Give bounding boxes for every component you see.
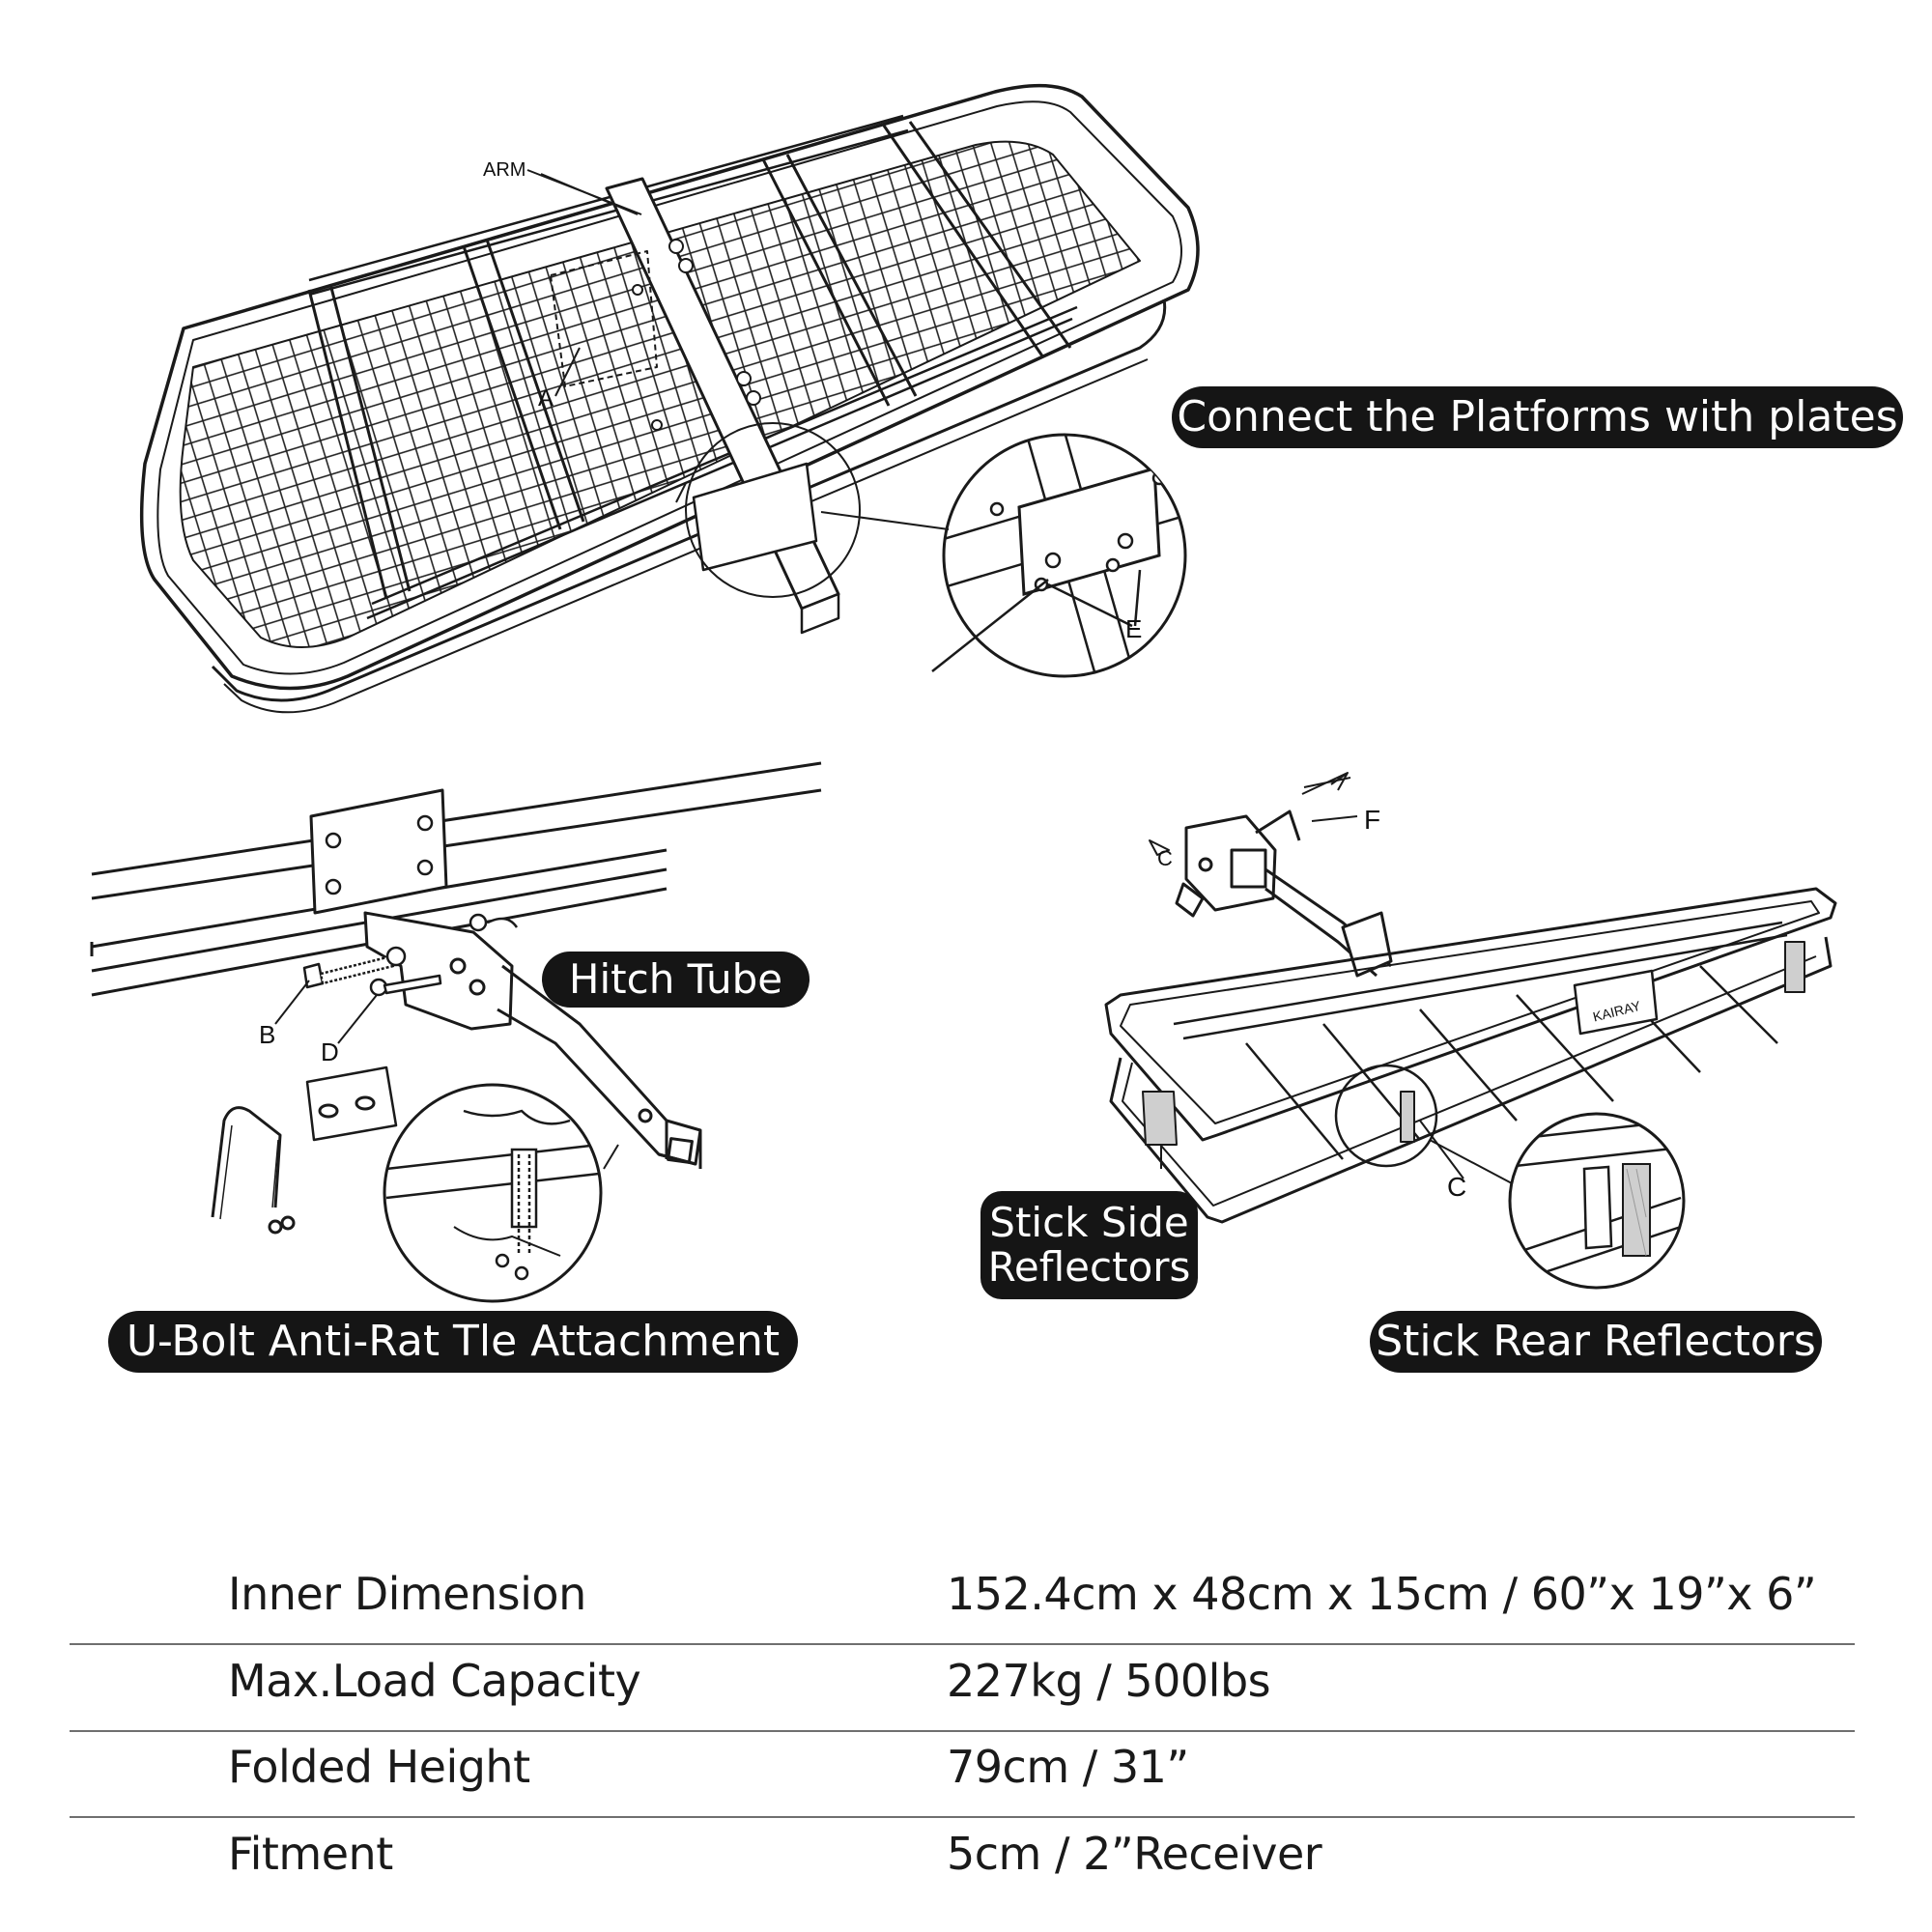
spec-value: 5cm / 2”Receiver bbox=[947, 1828, 1322, 1880]
callout-connect-text: Connect the Platforms with plates bbox=[1177, 392, 1898, 441]
spec-value: 79cm / 31” bbox=[947, 1741, 1189, 1793]
callout-side-line2: Reflectors bbox=[987, 1243, 1191, 1291]
label-f: F bbox=[1364, 805, 1381, 835]
callout-ubolt-attachment bbox=[108, 1311, 798, 1373]
label-c-hitch: C bbox=[1157, 846, 1173, 870]
spec-value: 227kg / 500lbs bbox=[947, 1655, 1271, 1707]
brand-text: KAIRAY bbox=[1591, 997, 1642, 1025]
callout-hitch-text: Hitch Tube bbox=[568, 955, 783, 1003]
label-c: C bbox=[1447, 1172, 1467, 1202]
callout-ubolt-text: U-Bolt Anti-Rat Tle Attachment bbox=[126, 1317, 781, 1366]
spec-row-inner-dimension bbox=[70, 1558, 1855, 1645]
label-e: E bbox=[1125, 614, 1143, 643]
rear-reflector-detail-circle bbox=[1507, 1114, 1684, 1288]
spec-row-fitment bbox=[70, 1818, 1855, 1903]
spec-label: Max.Load Capacity bbox=[228, 1655, 641, 1707]
callout-side-line1: Stick Side bbox=[989, 1199, 1189, 1246]
label-d: D bbox=[321, 1037, 339, 1066]
callout-side-reflectors bbox=[980, 1191, 1198, 1299]
label-arm: ARM bbox=[483, 159, 526, 181]
detail-circle-e bbox=[932, 425, 1198, 696]
folding-carrier-frame bbox=[1106, 889, 1835, 1140]
spec-row-max-load bbox=[70, 1645, 1855, 1732]
spec-label: Folded Height bbox=[228, 1741, 530, 1793]
spec-label: Inner Dimension bbox=[228, 1568, 586, 1620]
folding-carrier-diagram bbox=[1106, 773, 1835, 1222]
cargo-carrier-top-diagram bbox=[142, 86, 1198, 713]
ubolt-detail-circle bbox=[384, 1085, 601, 1301]
spec-value: 152.4cm x 48cm x 15cm / 60”x 19”x 6” bbox=[947, 1568, 1817, 1620]
callout-connect-platforms bbox=[1172, 386, 1903, 448]
callout-hitch-tube bbox=[542, 952, 810, 1008]
callout-rear-text: Stick Rear Reflectors bbox=[1376, 1317, 1816, 1366]
label-a: A bbox=[538, 385, 554, 412]
spec-label: Fitment bbox=[228, 1828, 393, 1880]
spec-row-folded-height bbox=[70, 1731, 1855, 1818]
label-b: B bbox=[259, 1020, 276, 1049]
callout-rear-reflectors bbox=[1370, 1311, 1822, 1373]
